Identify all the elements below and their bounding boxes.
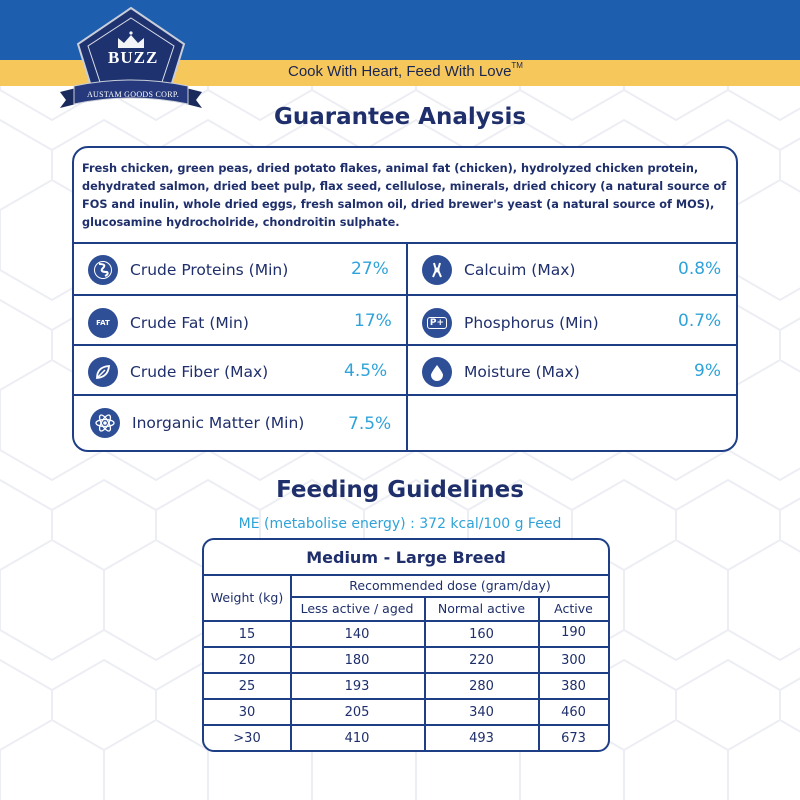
nutrient-crude-fat [88, 308, 249, 338]
divider [74, 294, 736, 296]
ingredients-text: Fresh chicken, green peas, dried potato flakes, animal fat (chicken), hydrolyzed chicken protein, dehydrated salmon, dried beet pulp, flax seed, cellulose, minerals, dried chicory (a natural source of FOS and inulin, whole dried eggs, fresh salmon oil, dried brewer's yeast (a natural source of MOS), glucosamine hydrocholride, chondroitin sulphate. [82, 162, 727, 229]
guarantee-title: Guarantee Analysis [273, 104, 527, 130]
table-cell: 340 [469, 705, 494, 720]
table-cell: 300 [561, 653, 586, 668]
table-cell-weight: 25 [238, 679, 256, 694]
table-cell: 410 [344, 731, 370, 746]
table-cell: 280 [469, 679, 494, 694]
divider [204, 620, 608, 622]
nutrient-phosphorus [422, 308, 599, 338]
table-cell: 160 [469, 627, 494, 642]
phosphorus-icon [422, 308, 452, 338]
divider [74, 394, 736, 396]
table-cell: 205 [344, 705, 370, 720]
nutrient-crude-proteins [88, 255, 288, 285]
table-cell: 180 [344, 653, 370, 668]
nutrient-label: Crude Proteins (Min) [130, 261, 289, 279]
water-drop-icon [422, 357, 452, 387]
divider [204, 574, 608, 576]
metabolise-energy: ME (metabolise energy) : 372 kcal/100 g Feed [238, 516, 562, 532]
phosphorus-icon-text: P+ [427, 317, 447, 329]
brand-tagline [288, 63, 523, 80]
table-cell: 190 [561, 625, 586, 640]
nutrient-value: 7.5% [348, 414, 392, 434]
nutrient-moisture [422, 357, 580, 387]
divider [74, 344, 736, 346]
divider [204, 698, 608, 700]
column-header: Active [554, 601, 593, 616]
logo-name: BUZZ [108, 48, 159, 67]
table-title: Medium - Large Breed [306, 548, 506, 567]
nutrient-value: 4.5% [344, 361, 388, 381]
tagline-text: Cook With Heart, Feed With Love [288, 63, 512, 80]
column-header: Normal active [437, 601, 526, 616]
nutrient-label: Phosphorus (Min) [464, 314, 599, 332]
table-cell: 140 [344, 627, 370, 642]
nutrient-crude-fiber [88, 357, 268, 387]
nutrient-label: Crude Fiber (Max) [130, 363, 269, 381]
table-cell-weight: 15 [238, 627, 256, 642]
fat-icon-text: FAT [96, 319, 110, 327]
nutrient-inorganic-matter [90, 408, 304, 438]
nutrient-label: Crude Fat (Min) [130, 314, 249, 332]
nutrient-value: 27% [351, 259, 389, 279]
divider [204, 724, 608, 726]
divider [204, 672, 608, 674]
nutrient-value: 0.7% [678, 311, 722, 331]
divider [204, 646, 608, 648]
weight-header: Weight (kg) [210, 590, 284, 605]
nutrient-value: 9% [694, 361, 721, 381]
table-cell-weight: >30 [233, 731, 261, 746]
protein-wave-icon [88, 255, 118, 285]
feeding-title: Feeding Guidelines [276, 477, 524, 503]
guarantee-panel [72, 146, 738, 452]
nutrient-value: 0.8% [678, 259, 722, 279]
nutrient-label: Calcuim (Max) [464, 261, 576, 279]
divider [74, 242, 736, 244]
table-cell: 193 [344, 679, 370, 694]
atom-icon [90, 408, 120, 438]
nutrient-value: 17% [354, 311, 392, 331]
nutrient-label: Moisture (Max) [464, 363, 580, 381]
table-cell: 493 [469, 731, 494, 746]
feeding-table [202, 538, 610, 752]
table-cell: 220 [469, 653, 494, 668]
table-cell: 460 [561, 705, 586, 720]
table-cell-weight: 30 [238, 705, 256, 720]
fat-icon [88, 308, 118, 338]
divider [290, 596, 608, 598]
bone-joint-icon [422, 255, 452, 285]
trademark-mark: TM [511, 61, 523, 70]
column-header: Less active / aged [300, 601, 414, 616]
table-cell: 380 [561, 679, 586, 694]
table-cell-weight: 20 [238, 653, 256, 668]
dose-header: Recommended dose (gram/day) [349, 578, 551, 593]
divider [406, 242, 408, 452]
nutrient-calcium [422, 255, 575, 285]
logo-company: AUSTAM GOODS CORP. [86, 90, 180, 99]
table-cell: 673 [561, 731, 586, 746]
leaf-icon [88, 357, 118, 387]
nutrient-label: Inorganic Matter (Min) [132, 414, 305, 432]
